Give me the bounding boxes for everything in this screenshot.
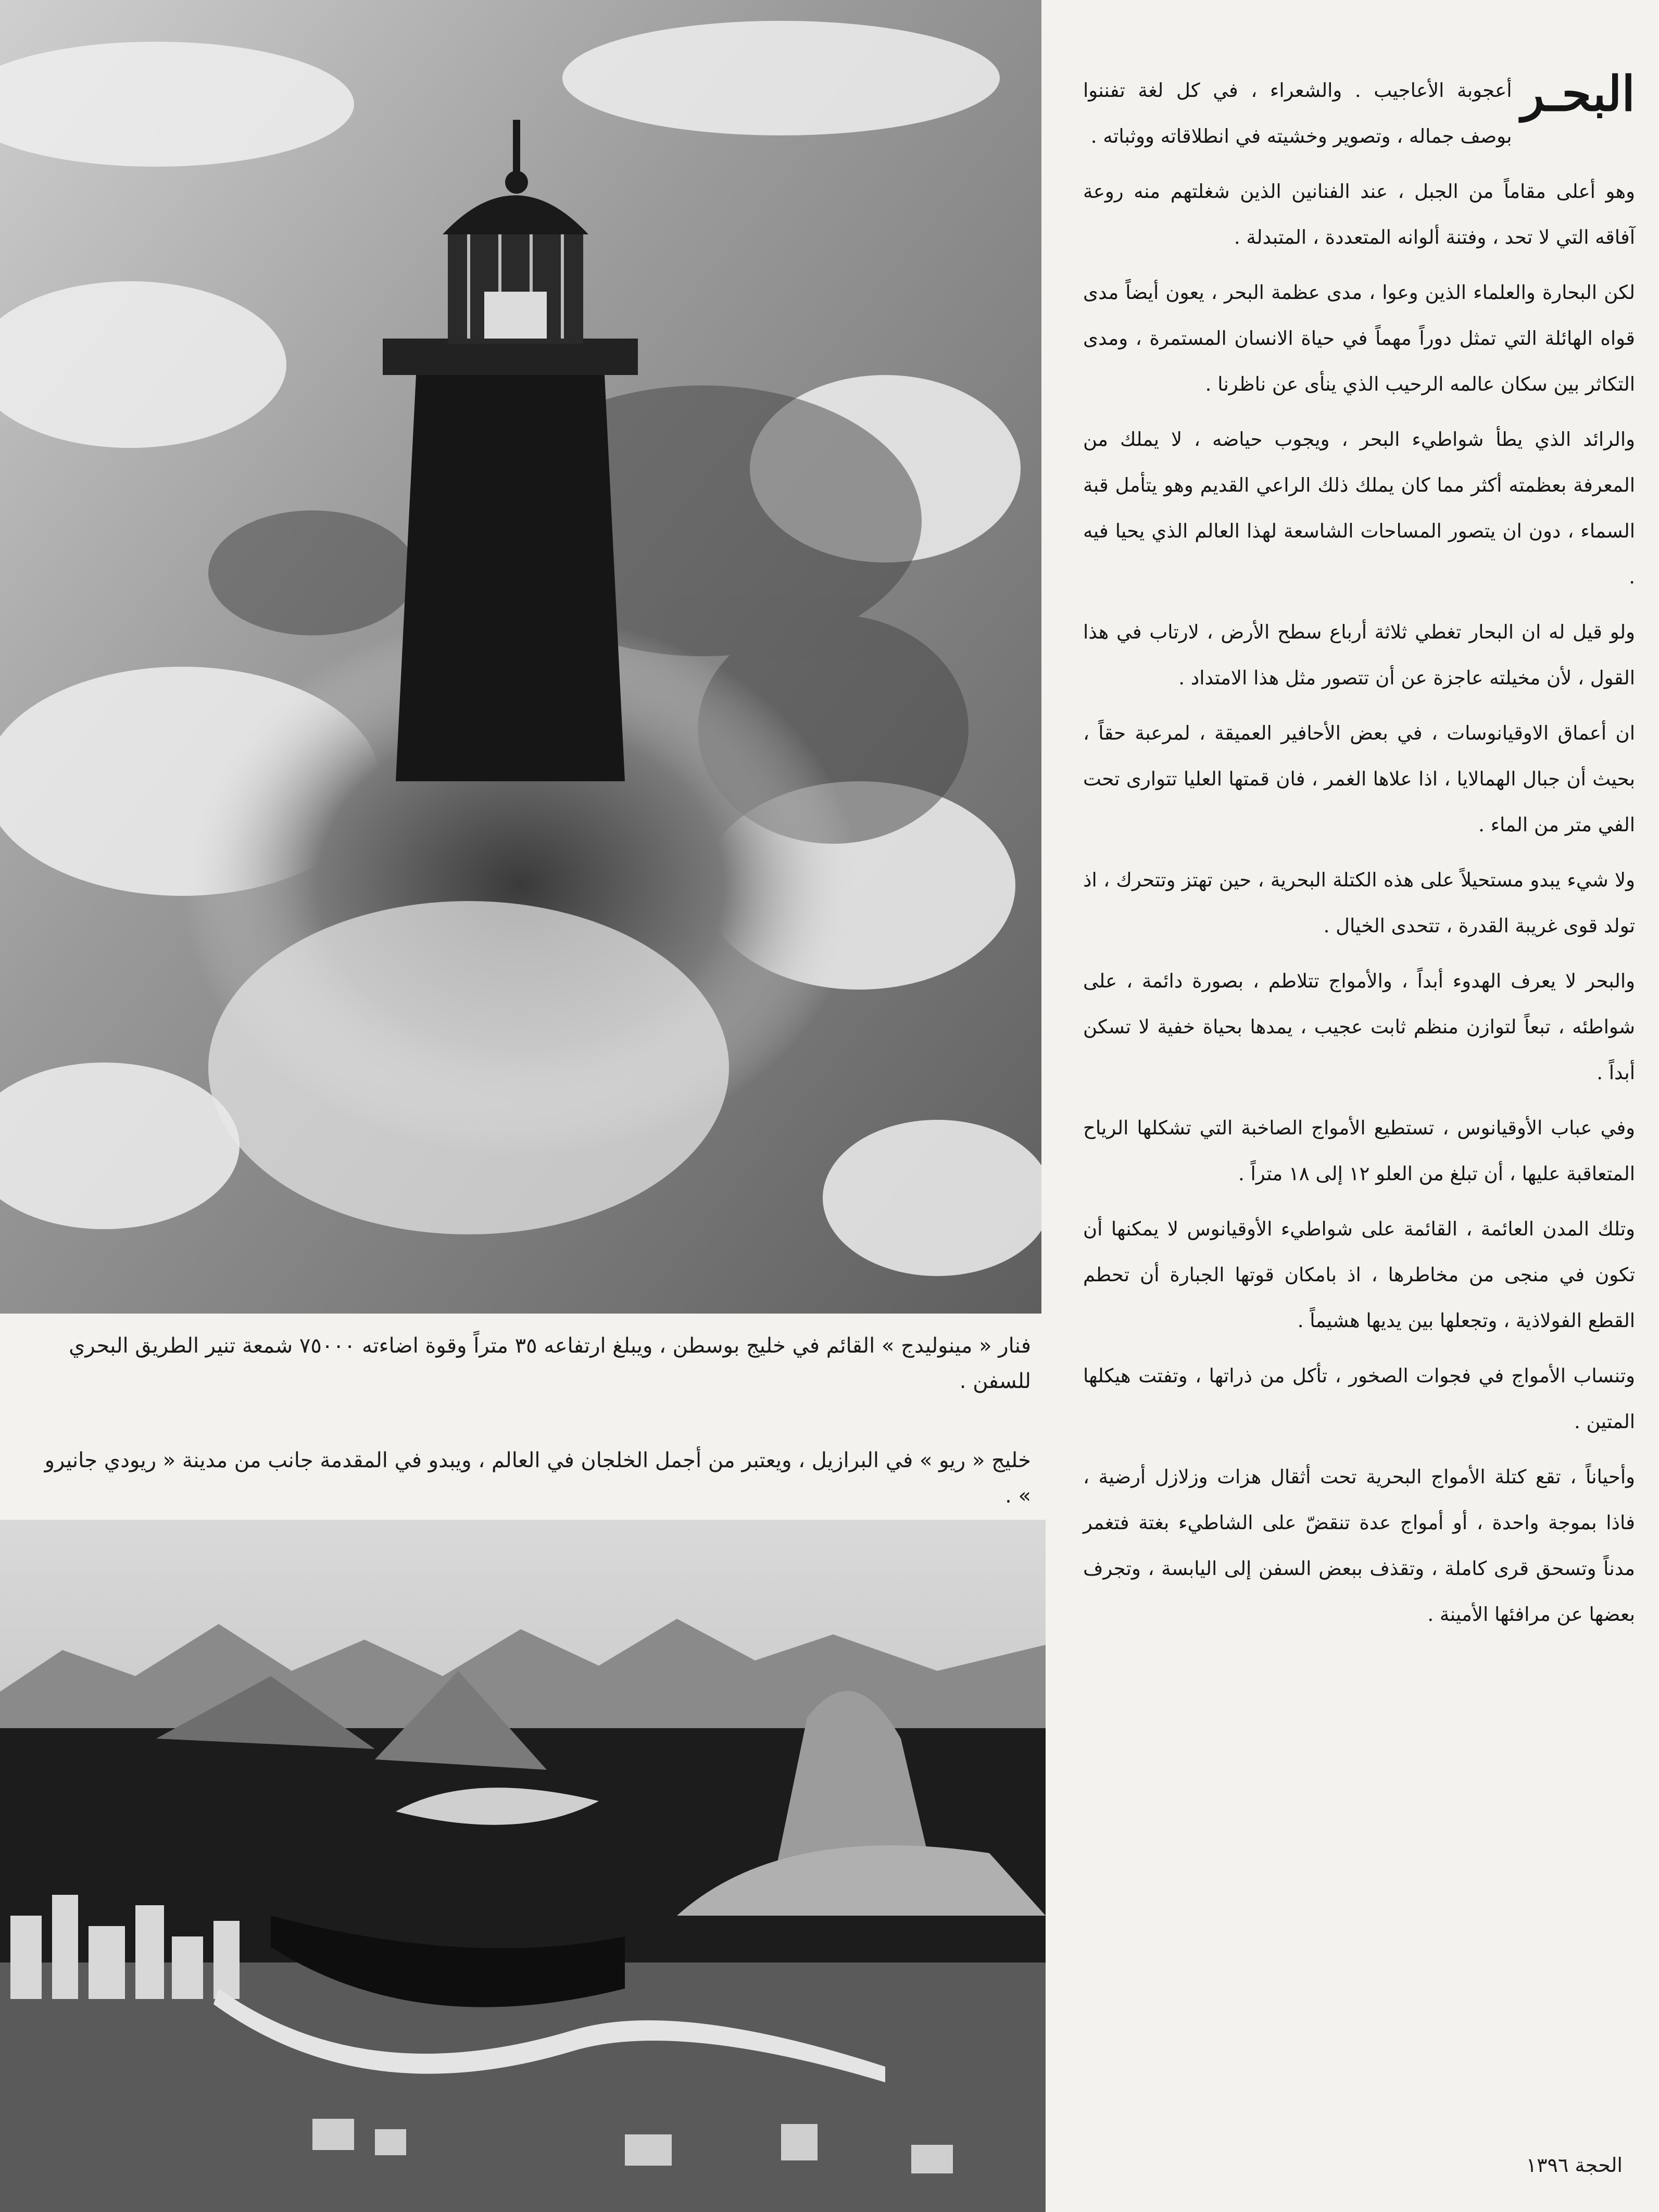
article-paragraph: وهو أعلى مقاماً من الجبل ، عند الفنانين الذين شغلتهم منه روعة آفاقه التي لا تحد ، وفتنة ألوانه المتعددة ، المتبدلة . <box>1083 180 1635 248</box>
article-paragraph: وتلك المدن العائمة ، القائمة على شواطيء الأوقيانوس لا يمكنها أن تكون في منجى من مخاطرها ، اذ بامكان قوتها الجبارة أن تحطم القطع الفولاذية ، وتجعلها بين يديها هشيماً . <box>1083 1218 1635 1332</box>
article-paragraph-text: أعجوبة الأعاجيب . والشعراء ، في كل لغة تفننوا بوصف جماله ، وتصوير وخشيته في انطلاقاته ووثباته . <box>1083 79 1512 147</box>
article-paragraph <box>1083 68 1635 159</box>
article-lead-word: البحـر <box>1521 66 1635 122</box>
lighthouse-caption <box>26 1328 1031 1399</box>
lighthouse-photo <box>0 0 1041 1314</box>
article-column <box>1083 68 1635 1647</box>
article-paragraph: والرائد الذي يطأ شواطيء البحر ، ويجوب حياضه ، لا يملك من المعرفة بعظمته أكثر مما كان يملك ذلك الراعي القديم وهو يتأمل قبة السماء ، دون ان يتصور المساحات الشاسعة لهذا العالم الذي يحيا فيه . <box>1083 428 1635 588</box>
page-footer: الحجة ١٣٩٦ <box>1526 2154 1623 2177</box>
article-paragraph: ولو قيل له ان البحار تغطي ثلاثة أرباع سطح الأرض ، لارتاب في هذا القول ، لأن مخيلته عاجزة عن أن تتصور مثل هذا الامتداد . <box>1083 621 1635 689</box>
article-paragraph: لكن البحارة والعلماء الذين وعوا ، مدى عظمة البحر ، يعون أيضاً مدى قواه الهائلة التي تمثل دوراً مهماً في حياة الانسان المستمرة ، ومدى التكاثر بين سكان عالمه الرحيب الذي ينأى عن ناظرنا . <box>1083 281 1635 395</box>
lighthouse-caption-text: فنار « مينوليدج » القائم في خليج بوسطن ، ويبلغ ارتفاعه ٣٥ متراً وقوة اضاءته ٧٥٠٠٠ شمعة تنير الطريق البحري للسفن . <box>69 1334 1031 1393</box>
article-paragraph: ولا شيء يبدو مستحيلاً على هذه الكتلة البحرية ، حين تهتز وتتحرك ، اذ تولد قوى غريبة القدرة ، تتحدى الخيال . <box>1083 869 1635 937</box>
article-paragraph: وأحياناً ، تقع كتلة الأمواج البحرية تحت أثقال هزات وزلازل أرضية ، فاذا بموجة واحدة ، أو أمواج عدة تنقضّ على الشاطيء بغتة فتغمر مدناً وتسحق قرى كاملة ، وتقذف ببعض السفن إلى اليابسة ، وتجرف بعضها عن مرافئها الأمينة . <box>1083 1466 1635 1626</box>
rio-photo <box>0 1520 1046 2212</box>
rio-photo-image <box>0 1520 1046 2212</box>
rio-caption-text: خليج « ريو » في البرازيل ، ويعتبر من أجمل الخلجان في العالم ، ويبدو في المقدمة جانب من مدينة « ريودي جانيرو » . <box>44 1448 1031 1508</box>
article-paragraph: وفي عباب الأوقيانوس ، تستطيع الأمواج الصاخبة التي تشكلها الرياح المتعاقبة عليها ، أن تبلغ من العلو ١٢ إلى ١٨ متراً . <box>1083 1117 1635 1185</box>
article-paragraph: والبحر لا يعرف الهدوء أبداً ، والأمواج تتلاطم ، بصورة دائمة ، على شواطئه ، تبعاً لتوازن منظم ثابت عجيب ، يمدها بحياة خفية لا تسكن أبداً . <box>1083 970 1635 1084</box>
rio-caption <box>26 1443 1031 1514</box>
article-paragraph: وتنساب الأمواج في فجوات الصخور ، تأكل من ذراتها ، وتفتت هيكلها المتين . <box>1083 1365 1635 1433</box>
article-paragraph: ان أعماق الاوقيانوسات ، في بعض الأحافير العميقة ، لمرعبة حقاً ، بحيث أن جبال الهمالايا ، اذا علاها الغمر ، فان قمتها العليا تتوارى تحت الفي متر من الماء . <box>1083 722 1635 836</box>
lighthouse-photo-image <box>0 0 1041 1314</box>
